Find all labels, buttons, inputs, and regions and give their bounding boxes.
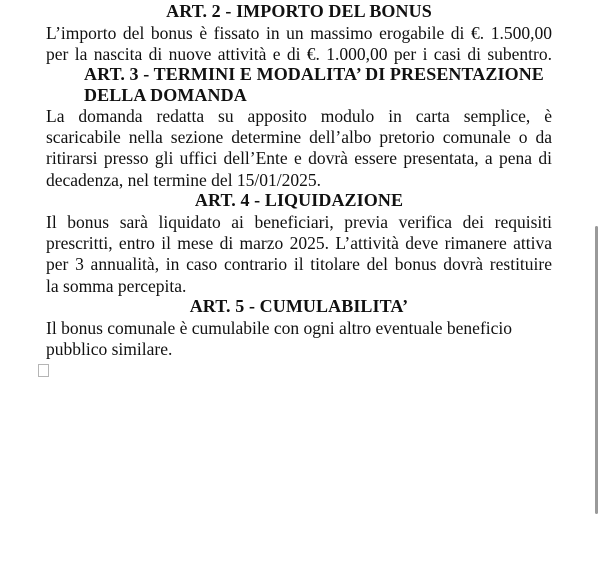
section-art-3 [46,64,552,191]
body-line: La domanda redatta su apposito modulo in carta semplice, è [46,106,552,126]
section-heading: ART. 5 - CUMULABILITA’ [189,296,409,316]
section-heading: ART. 3 - TERMINI E MODALITA’ DI PRESENTAZIONE [84,64,544,84]
section-art-2 [46,1,552,65]
section-heading-continued: DELLA DOMANDA [84,85,247,105]
body-line: prescritti, entro il mese di marzo 2025. L’attività deve rimanere attiva [46,233,552,254]
body-line: ritirarsi presso gli uffici dell’Ente e dovrà essere presentata, a pena di [46,148,552,169]
section-heading: ART. 4 - LIQUIDAZIONE [194,190,404,210]
body-line: per la nascita di nuove attività e di €. 1.000,00 per i casi di subentro. [46,44,552,65]
section-body [46,212,552,297]
body-line: la somma percepita. [46,275,187,296]
body-line: per 3 annualità, in caso contrario il titolare del bonus dovrà restituire [46,254,552,275]
body-line: pubblico similare. [46,339,173,360]
section-body [46,106,552,191]
body-line: Il bonus sarà liquidato ai beneficiari, previa verifica dei requisiti [46,212,552,232]
checkbox[interactable] [38,364,49,377]
section-art-4 [46,190,552,297]
body-line: L’importo del bonus è fissato in un massimo erogabile di €. 1.500,00 [46,23,552,43]
body-line: decadenza, nel termine del 15/01/2025. [46,169,322,190]
section-body [46,23,552,65]
section-body [46,318,552,360]
body-line: scaricabile nella sezione determine dell’albo pretorio comunale o da [46,127,552,148]
body-line: Il bonus comunale è cumulabile con ogni altro eventuale beneficio [46,318,513,338]
section-heading: ART. 2 - IMPORTO DEL BONUS [166,1,432,21]
section-art-5 [46,296,552,360]
vertical-scrollbar[interactable] [595,226,598,514]
